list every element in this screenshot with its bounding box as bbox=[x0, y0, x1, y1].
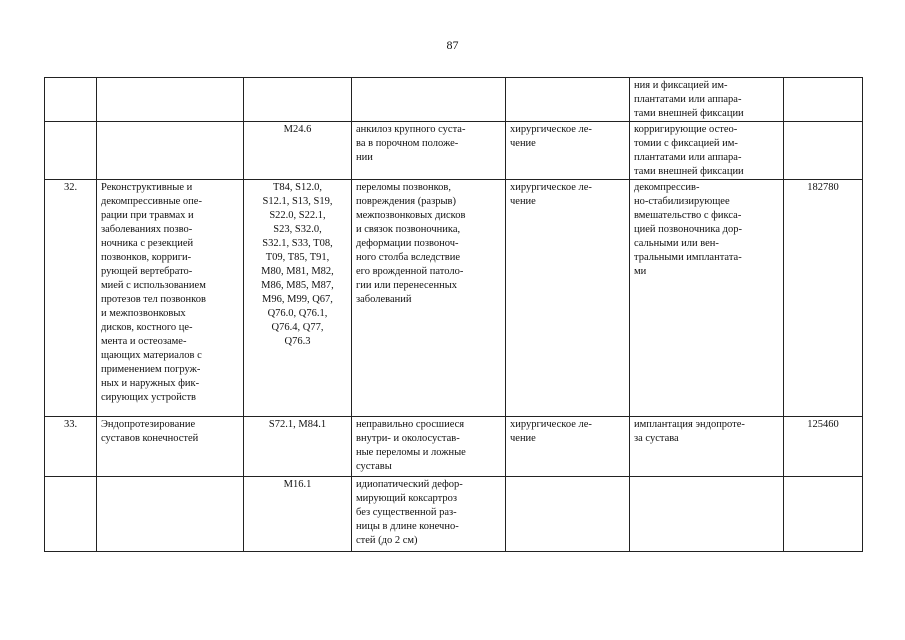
treatment-method-cell: корригирующие остео- томии с фиксацией им- плантатами или аппара- тами внешней фиксации bbox=[630, 122, 784, 180]
row-number-cell bbox=[45, 122, 97, 180]
procedure-name-cell: Эндопротезирование суставов конечностей bbox=[97, 417, 244, 477]
icd-codes-cell: T84, S12.0, S12.1, S13, S19, S22.0, S22.1, S23, S32.0, S32.1, S33, T08, T09, T85, T91, M80, M81, M82, M86, M85, M87, M96, M99, Q67, Q76.0, Q76.1, Q76.4, Q77, Q76.3 bbox=[244, 180, 352, 417]
treatment-type-cell bbox=[506, 78, 630, 122]
table-row bbox=[45, 78, 863, 122]
icd-codes-cell: M16.1 bbox=[244, 477, 352, 552]
treatment-type-cell: хирургическое ле- чение bbox=[506, 417, 630, 477]
treatment-method-cell bbox=[630, 477, 784, 552]
page-number: 87 bbox=[446, 38, 459, 52]
patient-model-cell: идиопатический дефор- мирующий коксартроз без существенной раз- ницы в длине конечно- стей (до 2 см) bbox=[352, 477, 506, 552]
icd-codes-cell bbox=[244, 78, 352, 122]
treatment-type-cell: хирургическое ле- чение bbox=[506, 180, 630, 417]
table-row bbox=[45, 122, 863, 180]
row-number-cell bbox=[45, 78, 97, 122]
cost-cell: 182780 bbox=[784, 180, 863, 417]
table-row bbox=[45, 180, 863, 417]
patient-model-cell: анкилоз крупного суста- ва в порочном положе- нии bbox=[352, 122, 506, 180]
table-row bbox=[45, 417, 863, 477]
treatment-method-cell: имплантация эндопроте- за сустава bbox=[630, 417, 784, 477]
cost-cell: 125460 bbox=[784, 417, 863, 477]
row-number-cell bbox=[45, 477, 97, 552]
cost-cell bbox=[784, 122, 863, 180]
treatment-method-cell: декомпрессив- но-стабилизирующее вмешательство с фикса- цией позвоночника дор- сальными или вен- тральными имплантата- ми bbox=[630, 180, 784, 417]
icd-codes-cell: S72.1, M84.1 bbox=[244, 417, 352, 477]
patient-model-cell bbox=[352, 78, 506, 122]
cost-cell bbox=[784, 78, 863, 122]
procedures-table bbox=[44, 77, 863, 552]
cost-cell bbox=[784, 477, 863, 552]
procedure-name-cell bbox=[97, 78, 244, 122]
procedure-name-cell bbox=[97, 122, 244, 180]
treatment-method-cell: ния и фиксацией им- плантатами или аппара- тами внешней фиксации bbox=[630, 78, 784, 122]
table-row bbox=[45, 477, 863, 552]
patient-model-cell: переломы позвонков, повреждения (разрыв) межпозвонковых дисков и связок позвоночника, деформации позвоноч- ного столба вследствие его врожденной патоло- гии или перенесенных заболеваний bbox=[352, 180, 506, 417]
treatment-type-cell bbox=[506, 477, 630, 552]
row-number-cell: 33. bbox=[45, 417, 97, 477]
procedure-name-cell: Реконструктивные и декомпрессивные опе- рации при травмах и заболеваниях позво- ночника с резекцией позвонков, корриги- рующей вертебрато- мией с использованием протезов тел позвонков и межпозвонковых дисков, костного це- мента и остеозаме- щающих материалов с применением погруж- ных и наружных фик- сирующих устройств bbox=[97, 180, 244, 417]
icd-codes-cell: M24.6 bbox=[244, 122, 352, 180]
procedure-name-cell bbox=[97, 477, 244, 552]
patient-model-cell: неправильно сросшиеся внутри- и околосустав- ные переломы и ложные суставы bbox=[352, 417, 506, 477]
treatment-type-cell: хирургическое ле- чение bbox=[506, 122, 630, 180]
row-number-cell: 32. bbox=[45, 180, 97, 417]
